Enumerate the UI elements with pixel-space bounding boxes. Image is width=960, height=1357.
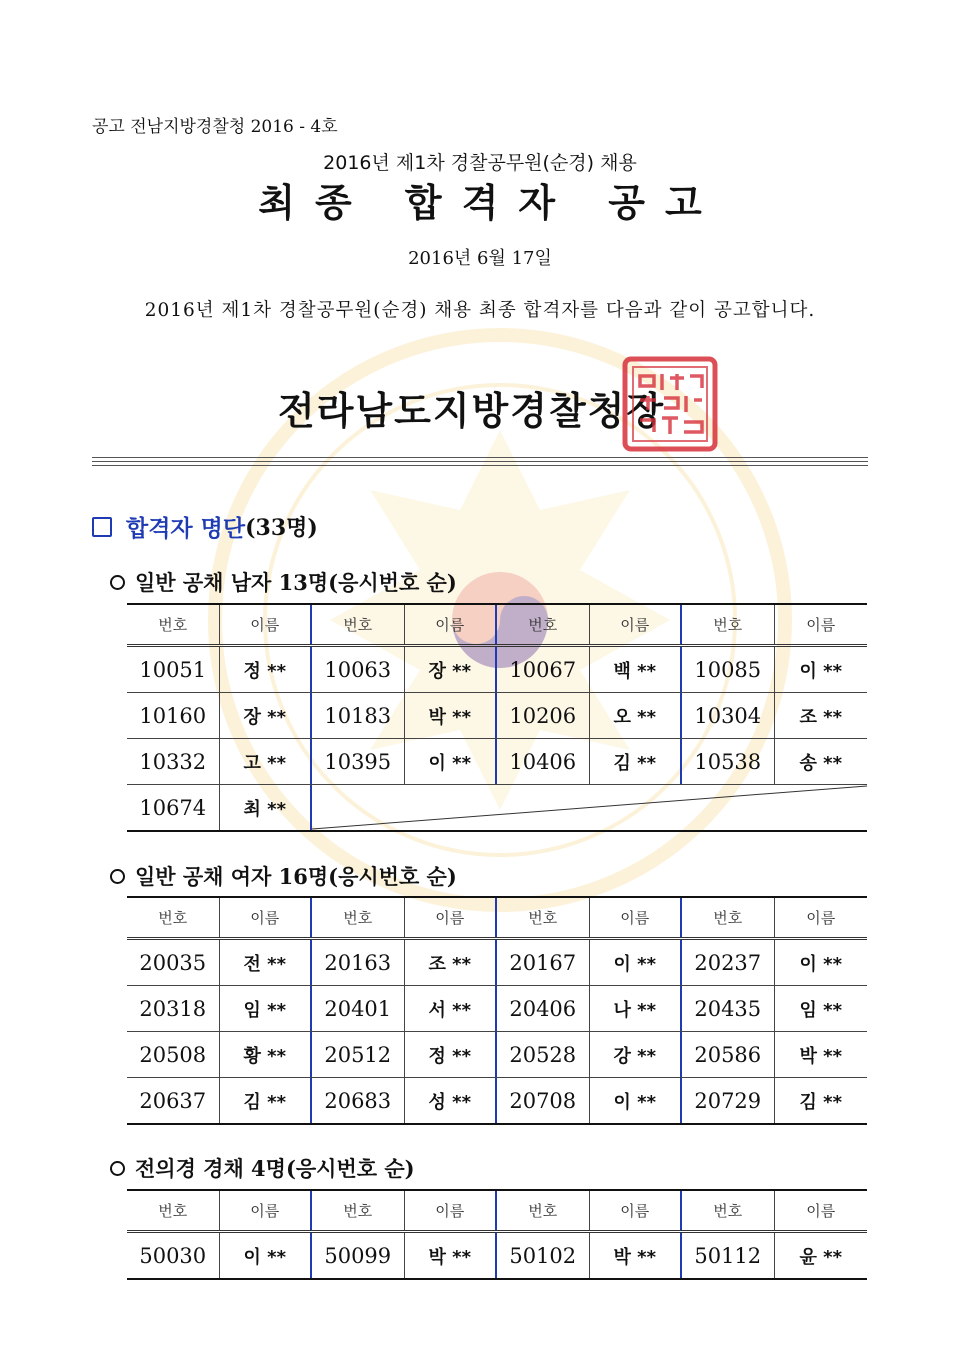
column-header-name: 이름	[220, 898, 313, 937]
passer-table-general-female	[127, 896, 867, 1125]
applicant-number: 20512	[312, 1032, 405, 1077]
double-rule-divider	[92, 457, 868, 458]
column-header-name: 이름	[220, 1191, 313, 1230]
table-header-row	[127, 1189, 867, 1233]
column-header-name: 이름	[405, 605, 498, 644]
applicant-name: 조 **	[799, 706, 842, 728]
announcement-date: 2016년 6월 17일	[408, 248, 552, 269]
applicant-name: 황 **	[220, 1032, 313, 1077]
applicant-number: 20729	[682, 1078, 775, 1123]
applicant-number: 20163	[312, 940, 405, 985]
applicant-number: 10063	[312, 647, 405, 692]
applicant-name: 이 **	[799, 953, 842, 975]
applicant-number: 20237	[682, 940, 775, 985]
passer-table-general-male	[127, 603, 867, 832]
applicant-number: 10183	[312, 693, 405, 738]
applicant-number: 10406	[497, 739, 590, 784]
column-header-number: 번호	[497, 1191, 590, 1230]
applicant-number: 20683	[312, 1078, 405, 1123]
column-header-name: 이름	[590, 898, 683, 937]
group-heading-former-conscript	[110, 1153, 415, 1183]
applicant-number: 50030	[127, 1233, 220, 1278]
passer-list-label: 합격자 명단	[126, 516, 246, 542]
column-header-number: 번호	[127, 605, 220, 644]
applicant-name: 오 **	[590, 693, 683, 738]
official-seal-icon	[622, 356, 718, 452]
table-row	[127, 1233, 867, 1280]
table-row	[127, 647, 867, 693]
applicant-name: 임 **	[220, 986, 313, 1031]
applicant-name: 이 **	[405, 739, 498, 784]
group-title: 일반 공채 여자 16명(응시번호 순)	[135, 864, 457, 889]
applicant-number: 10304	[682, 693, 775, 738]
applicant-name: 백 **	[590, 647, 683, 692]
applicant-name: 고 **	[220, 739, 313, 784]
applicant-name: 나 **	[590, 986, 683, 1031]
table-row	[127, 1032, 867, 1078]
applicant-name: 김 **	[590, 739, 683, 784]
empty-cells-strike	[312, 785, 867, 830]
applicant-name: 이 **	[590, 940, 683, 985]
checkbox-square-icon	[92, 517, 112, 537]
passer-table-former-conscript	[127, 1189, 867, 1280]
group-heading-general-male	[110, 567, 457, 597]
applicant-name: 성 **	[405, 1078, 498, 1123]
column-header-name: 이름	[806, 1202, 836, 1220]
applicant-number: 50099	[312, 1233, 405, 1278]
applicant-number: 10067	[497, 647, 590, 692]
applicant-name: 이 **	[799, 660, 842, 682]
applicant-name: 장 **	[405, 647, 498, 692]
document-number: 공고 전남지방경찰청 2016 - 4호	[92, 117, 338, 137]
issuing-authority: 전라남도지방경찰청장	[278, 388, 666, 433]
table-row	[127, 693, 867, 739]
column-header-number: 번호	[312, 1191, 405, 1230]
applicant-name: 최 **	[220, 785, 313, 830]
applicant-name: 박 **	[799, 1045, 842, 1067]
applicant-name: 조 **	[405, 940, 498, 985]
applicant-name: 박 **	[405, 1233, 498, 1278]
circle-bullet-icon	[110, 1161, 125, 1176]
column-header-number: 번호	[682, 605, 775, 644]
column-header-name: 이름	[590, 1191, 683, 1230]
passer-list-count: (33명)	[245, 515, 318, 541]
applicant-number: 50102	[497, 1233, 590, 1278]
applicant-name: 이 **	[220, 1233, 313, 1278]
table-row	[127, 1078, 867, 1125]
circle-bullet-icon	[110, 869, 125, 884]
applicant-number: 10085	[682, 647, 775, 692]
column-header-number: 번호	[497, 898, 590, 937]
double-rule-divider	[92, 465, 868, 466]
column-header-number: 번호	[312, 898, 405, 937]
applicant-name: 장 **	[220, 693, 313, 738]
applicant-number: 20435	[682, 986, 775, 1031]
table-row	[127, 785, 867, 832]
applicant-number: 10332	[127, 739, 220, 784]
column-header-number: 번호	[127, 1191, 220, 1230]
circle-bullet-icon	[110, 575, 125, 590]
table-row	[127, 986, 867, 1032]
diagonal-strike-line	[312, 785, 867, 830]
applicant-number: 20167	[497, 940, 590, 985]
column-header-name: 이름	[590, 605, 683, 644]
applicant-number: 20708	[497, 1078, 590, 1123]
column-header-number: 번호	[682, 1191, 775, 1230]
column-header-number: 번호	[497, 605, 590, 644]
applicant-number: 10395	[312, 739, 405, 784]
applicant-number: 20528	[497, 1032, 590, 1077]
applicant-name: 임 **	[799, 999, 842, 1021]
applicant-number: 20406	[497, 986, 590, 1031]
applicant-number: 20401	[312, 986, 405, 1031]
column-header-number: 번호	[127, 898, 220, 937]
column-header-name: 이름	[806, 616, 836, 634]
applicant-name: 정 **	[405, 1032, 498, 1077]
applicant-number: 20318	[127, 986, 220, 1031]
column-header-name: 이름	[405, 898, 498, 937]
page-title: 최종 합격자 공고	[258, 180, 722, 225]
column-header-name: 이름	[806, 909, 836, 927]
applicant-number: 20035	[127, 940, 220, 985]
applicant-number: 10051	[127, 647, 220, 692]
applicant-name: 전 **	[220, 940, 313, 985]
applicant-name: 박 **	[590, 1233, 683, 1278]
passer-list-heading	[92, 510, 318, 543]
applicant-name: 이 **	[590, 1078, 683, 1123]
applicant-number: 20637	[127, 1078, 220, 1123]
applicant-number: 10160	[127, 693, 220, 738]
table-row	[127, 940, 867, 986]
applicant-name: 서 **	[405, 986, 498, 1031]
column-header-number: 번호	[312, 605, 405, 644]
applicant-number: 10206	[497, 693, 590, 738]
applicant-number: 20508	[127, 1032, 220, 1077]
applicant-name: 정 **	[220, 647, 313, 692]
applicant-name: 김 **	[220, 1078, 313, 1123]
applicant-name: 강 **	[590, 1032, 683, 1077]
applicant-number: 10674	[127, 785, 220, 830]
column-header-number: 번호	[682, 898, 775, 937]
column-header-name: 이름	[220, 605, 313, 644]
table-header-row	[127, 896, 867, 940]
applicant-name: 박 **	[405, 693, 498, 738]
table-row	[127, 739, 867, 785]
table-header-row	[127, 603, 867, 647]
applicant-name: 송 **	[799, 752, 842, 774]
announcement-statement: 2016년 제1차 경찰공무원(순경) 채용 최종 합격자를 다음과 같이 공고합니다.	[144, 300, 816, 321]
document-subtitle: 2016년 제1차 경찰공무원(순경) 채용	[323, 152, 637, 174]
applicant-number: 20586	[682, 1032, 775, 1077]
group-title: 일반 공채 남자 13명(응시번호 순)	[135, 570, 457, 595]
applicant-number: 10538	[682, 739, 775, 784]
applicant-name: 김 **	[799, 1091, 842, 1113]
applicant-number: 50112	[682, 1233, 775, 1278]
column-header-name: 이름	[405, 1191, 498, 1230]
double-rule-divider	[92, 461, 868, 462]
group-heading-general-female	[110, 861, 457, 891]
group-title: 전의경 경채 4명(응시번호 순)	[135, 1156, 415, 1181]
applicant-name: 윤 **	[799, 1246, 842, 1268]
